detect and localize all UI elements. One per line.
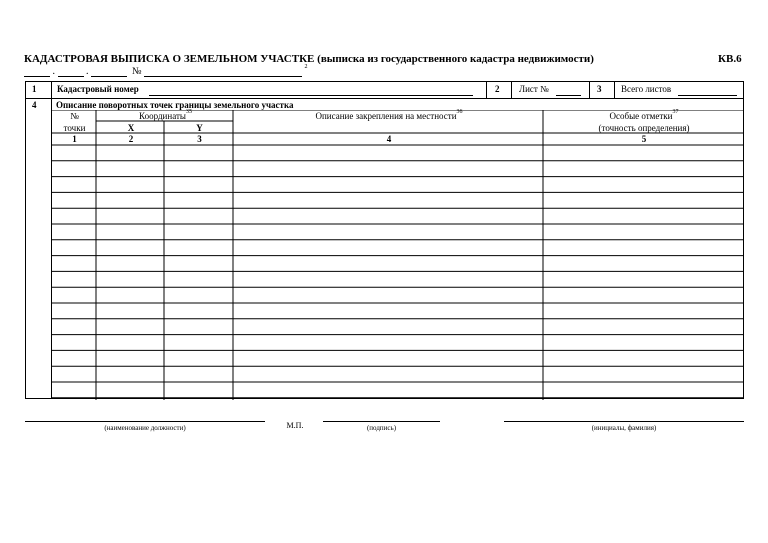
date-day-field[interactable]: [24, 66, 50, 77]
form-code: КВ.6: [718, 53, 742, 65]
date-year-field[interactable]: [91, 66, 127, 77]
document-number-field[interactable]: [144, 66, 302, 77]
row-4-number: 4: [32, 100, 37, 110]
sheet-number-label: Лист №: [519, 84, 549, 94]
col-y-header: Y: [196, 123, 203, 133]
col-description-header: Описание закрепления на местности$^{36}$: [315, 109, 463, 121]
title-main: КАДАСТРОВАЯ ВЫПИСКА О ЗЕМЕЛЬНОМ УЧАСТКЕ: [24, 53, 315, 65]
document-title: [24, 53, 594, 65]
cadastral-number-field[interactable]: [149, 95, 473, 96]
col-num-3: 3: [197, 134, 202, 144]
col-coordinates-header: Координаты$^{35}$: [139, 109, 192, 121]
row-3-number: 3: [597, 84, 602, 94]
section-title: Описание поворотных точек границы земельного участка: [56, 100, 294, 110]
total-sheets-field[interactable]: [678, 95, 737, 96]
col-num-5: 5: [641, 134, 647, 144]
extract-form-frame: [25, 81, 744, 399]
cadastral-number-label: Кадастровый номер: [57, 84, 139, 94]
position-line[interactable]: [25, 421, 265, 422]
col-num-2: 2: [128, 134, 134, 144]
title-sub: (выписка из государственного кадастра недвижимости): [317, 53, 594, 65]
signature-caption: (подпись): [366, 424, 397, 432]
name-line[interactable]: [504, 421, 744, 422]
stamp-label: М.П.: [286, 421, 304, 430]
row-1-number: 1: [32, 84, 37, 94]
position-caption: (наименование должности): [104, 424, 186, 432]
col-num-4: 4: [386, 134, 392, 144]
col-x-header: X: [127, 123, 135, 133]
number-sign: №: [132, 66, 142, 77]
col-num-1: 1: [72, 134, 77, 144]
col-point-header-l1: №: [70, 111, 79, 121]
date-number-line: [24, 66, 308, 77]
name-caption: (инициалы, фамилия): [591, 424, 657, 432]
col-notes-header-l2: (точность определения): [598, 123, 690, 133]
col-notes-header-l1: Особые отметки$^{37}$: [609, 109, 679, 121]
signature-line[interactable]: [323, 421, 440, 422]
col-point-header-l2: точки: [63, 123, 86, 133]
boundary-points-table: [51, 110, 744, 400]
sheet-number-field[interactable]: [556, 95, 581, 96]
date-separator-2: .: [86, 66, 89, 77]
total-sheets-label: Всего листов: [621, 84, 672, 94]
date-month-field[interactable]: [58, 66, 84, 77]
footnote-ref-2: 2: [304, 64, 308, 70]
date-separator-1: .: [52, 66, 55, 77]
row-2-number: 2: [495, 84, 500, 94]
